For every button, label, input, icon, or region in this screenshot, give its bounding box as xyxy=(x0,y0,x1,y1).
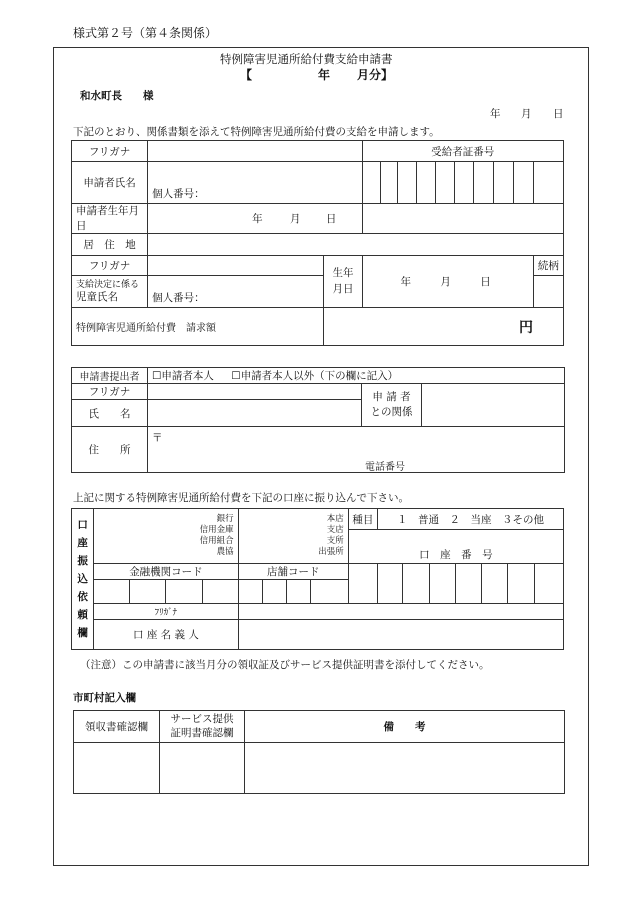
child-birth-field[interactable] xyxy=(362,256,533,308)
option-self-label: 申請者本人 xyxy=(161,370,214,382)
cert-digit[interactable] xyxy=(454,162,473,204)
cert-digit[interactable] xyxy=(513,162,533,204)
account-digit[interactable] xyxy=(378,564,403,604)
cert-digit[interactable] xyxy=(435,162,454,204)
holder-furigana-field[interactable] xyxy=(238,604,563,620)
branch-code-label: 店舗コード xyxy=(238,564,348,580)
cert-digit[interactable] xyxy=(533,162,563,204)
applicant-table xyxy=(71,140,564,346)
submitter-furigana-label: フリガナ xyxy=(72,384,148,400)
bank-table xyxy=(71,508,564,650)
side-char: 欄 xyxy=(77,627,88,640)
child-name-field[interactable] xyxy=(148,276,324,308)
submitter-table xyxy=(71,367,565,473)
account-digit[interactable] xyxy=(429,564,455,604)
child-name-label xyxy=(72,276,148,308)
submitter-address-field[interactable] xyxy=(148,427,565,473)
period-year: 年 xyxy=(318,68,331,82)
phone-label: 電話番号 xyxy=(365,462,405,473)
period-month: 月分】 xyxy=(357,68,394,82)
child-furigana-field[interactable] xyxy=(148,256,324,276)
service-check-label-2: 証明書確認欄 xyxy=(170,726,234,739)
institution-type: 信用金庫 xyxy=(199,524,234,535)
amount-label: 特例障害児通所給付費 請求額 xyxy=(72,308,324,346)
submitter-address-label: 住 所 xyxy=(72,427,148,473)
receipt-check-label: 領収書確認欄 xyxy=(74,711,160,743)
institution-type: 農協 xyxy=(216,547,234,558)
yen-label: 円 xyxy=(519,319,533,336)
account-digit[interactable] xyxy=(455,564,481,604)
period-open: 【 xyxy=(240,68,253,82)
date-month: 月 xyxy=(521,108,532,120)
child-personal-no-label: 個人番号： xyxy=(152,292,205,305)
holder-label: 口 座 名 義 人 xyxy=(94,620,238,650)
date-day: 日 xyxy=(553,108,564,120)
account-digit[interactable] xyxy=(348,564,377,604)
service-check-label-1: サービス提供 xyxy=(170,712,234,725)
service-check-field[interactable] xyxy=(160,743,245,794)
account-digit[interactable] xyxy=(508,564,534,604)
form-title: 特例障害児通所給付費支給申請書 xyxy=(220,52,393,66)
remarks-field[interactable] xyxy=(245,743,565,794)
holder-furigana-label: ﾌﾘｶﾞﾅ xyxy=(94,604,238,620)
addressee: 和水町長 様 xyxy=(80,90,154,102)
option-self-checkbox[interactable]: ☐ xyxy=(152,370,162,382)
account-digit[interactable] xyxy=(482,564,508,604)
intro-text: 下記のとおり、関係書類を添えて特例障害児通所給付費の支給を申請します。 xyxy=(73,126,440,138)
transfer-intro: 上記に関する特例障害児通所給付費を下記の口座に振り込んで下さい。 xyxy=(73,492,409,504)
submitter-label: 申請書提出者 xyxy=(72,368,148,384)
applicant-name-field[interactable] xyxy=(148,162,362,204)
account-number-label: 口 座 番 号 xyxy=(348,530,563,564)
applicant-birth-field[interactable] xyxy=(148,204,362,234)
relation-label: 続柄 xyxy=(533,256,563,276)
birth-year-label: 年 xyxy=(252,213,263,226)
applicant-furigana-field[interactable] xyxy=(148,141,362,162)
branch-type: 本店 xyxy=(326,513,344,524)
cert-digit[interactable] xyxy=(493,162,513,204)
account-digit[interactable] xyxy=(534,564,563,604)
child-birth-label xyxy=(324,256,362,308)
account-type-options[interactable]: １ 普通 ２ 当座 ３その他 xyxy=(378,509,564,530)
applicant-furigana-label: フリガナ xyxy=(72,141,148,162)
submitter-furigana-field[interactable] xyxy=(148,384,362,400)
receipt-check-field[interactable] xyxy=(74,743,160,794)
applicant-name-label: 申請者氏名 xyxy=(72,162,148,204)
institution-name-field[interactable] xyxy=(94,509,238,564)
institution-type: 銀行 xyxy=(216,513,234,524)
postal-mark: 〒 xyxy=(152,432,163,444)
institution-code-digit[interactable] xyxy=(129,580,165,604)
address-field[interactable] xyxy=(148,234,564,256)
child-furigana-label: フリガナ xyxy=(72,256,148,276)
relation-field[interactable] xyxy=(533,276,563,308)
amount-field[interactable] xyxy=(324,308,564,346)
child-birth-year: 年 xyxy=(400,276,411,289)
submitter-options xyxy=(148,368,565,384)
birth-day-label: 日 xyxy=(325,213,337,226)
institution-type: 信用組合 xyxy=(199,536,234,546)
form-number: 様式第２号（第４条関係） xyxy=(73,26,218,40)
branch-code-digit[interactable] xyxy=(262,580,286,604)
cert-digit[interactable] xyxy=(397,162,416,204)
branch-name-field[interactable] xyxy=(238,509,348,564)
submitter-relation-label-2: との関係 xyxy=(370,406,413,418)
child-birth-month: 月 xyxy=(440,276,451,289)
side-char: 座 xyxy=(77,536,88,549)
institution-code-digit[interactable] xyxy=(165,580,202,604)
cert-number-label: 受給者証番号 xyxy=(362,141,564,162)
cert-digit[interactable] xyxy=(380,162,397,204)
municipal-table xyxy=(73,710,565,794)
side-char: 頼 xyxy=(77,609,88,622)
municipal-title: 市町村記入欄 xyxy=(73,692,136,704)
option-other-label: 申請者本人以外（下の欄に記入） xyxy=(240,370,399,382)
bank-side-label xyxy=(72,509,94,650)
submitter-name-field[interactable] xyxy=(148,400,362,427)
child-name-label-1: 支給決定に係る xyxy=(76,279,140,290)
institution-code-digit[interactable] xyxy=(94,580,129,604)
option-other-checkbox[interactable]: ☐ xyxy=(231,370,241,382)
child-name-label-2: 児童氏名 xyxy=(76,290,118,303)
submitter-relation-label-1: 申 請 者 xyxy=(372,391,411,404)
birth-month-label: 月 xyxy=(289,213,301,226)
account-type-label: 種目 xyxy=(348,509,377,530)
child-birth-label-2: 月日 xyxy=(332,282,354,295)
holder-field[interactable] xyxy=(238,620,563,650)
child-birth-day: 日 xyxy=(480,276,491,289)
cert-digit[interactable] xyxy=(416,162,435,204)
account-digit[interactable] xyxy=(403,564,429,604)
remarks-label: 備 考 xyxy=(245,711,565,743)
address-label: 居 住 地 xyxy=(72,234,148,256)
branch-type: 支所 xyxy=(326,536,344,546)
branch-code-digit[interactable] xyxy=(238,580,262,604)
branch-type: 出張所 xyxy=(318,547,344,558)
branch-type: 支店 xyxy=(326,524,344,535)
applicant-birth-blank xyxy=(362,204,564,234)
cert-digit[interactable] xyxy=(362,162,380,204)
branch-code-digit[interactable] xyxy=(287,580,311,604)
submitter-name-label: 氏 名 xyxy=(72,400,148,427)
child-birth-label-1: 生年 xyxy=(332,267,354,280)
branch-code-blank xyxy=(311,580,348,604)
applicant-birth-label: 申請者生年月日 xyxy=(72,204,148,234)
date-year: 年 xyxy=(490,108,501,120)
submitter-relation-label xyxy=(362,384,422,427)
side-char: 口 xyxy=(77,518,88,531)
side-char: 込 xyxy=(77,572,88,585)
side-char: 振 xyxy=(77,554,88,567)
attachment-note: （注意）この申請書に該当月分の領収証及びサービス提供証明書を添付してください。 xyxy=(80,659,490,671)
side-char: 依 xyxy=(77,591,88,604)
institution-code-label: 金融機関コード xyxy=(94,564,238,580)
institution-code-digit[interactable] xyxy=(203,580,238,604)
cert-digit[interactable] xyxy=(473,162,493,204)
submitter-relation-field[interactable] xyxy=(422,384,565,427)
service-check-label xyxy=(160,711,245,743)
applicant-personal-no-label: 個人番号： xyxy=(152,188,205,200)
